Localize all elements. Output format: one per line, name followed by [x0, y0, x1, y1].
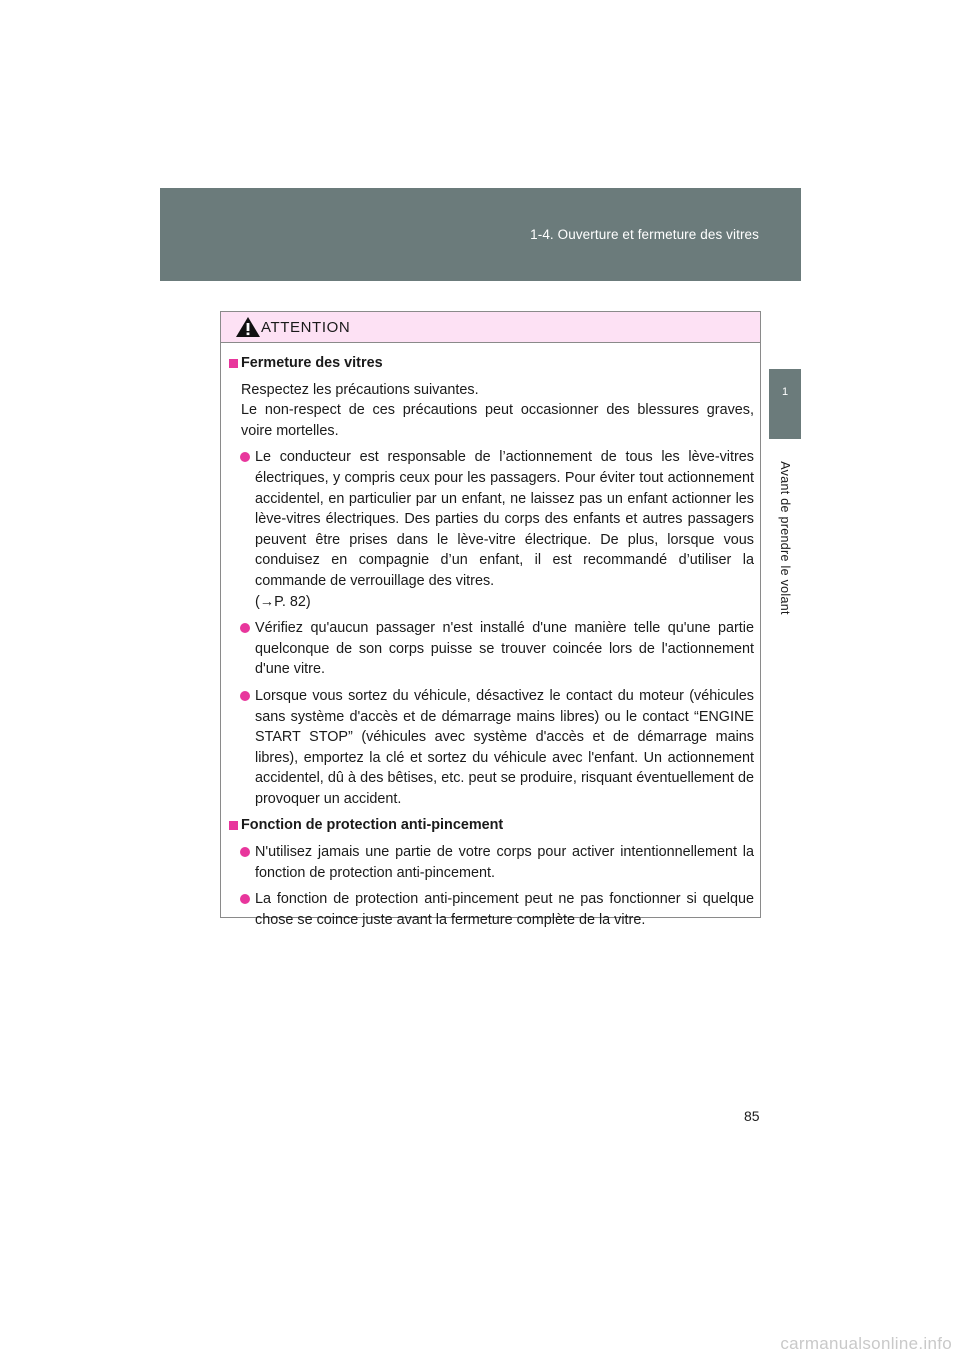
circle-bullet-icon: [240, 847, 250, 857]
chapter-label: Avant de prendre le volant: [778, 461, 792, 615]
list-item: [229, 889, 754, 930]
warning-box: [220, 311, 761, 928]
section-intro: [229, 380, 754, 442]
warning-title: ATTENTION: [261, 319, 351, 336]
list-item: [229, 686, 754, 810]
circle-bullet-icon: [240, 894, 250, 904]
chapter-tab: [769, 369, 801, 439]
section-heading-text: Fonction de protection anti-pincement: [241, 817, 504, 834]
list-item: [229, 842, 754, 883]
list-item-text: N'utilisez jamais une partie de votre corps pour activer intentionnellement la fonction de protection anti-pincement.: [255, 844, 754, 881]
page-number: 85: [744, 1108, 760, 1124]
circle-bullet-icon: [240, 623, 250, 633]
intro-line: Respectez les précautions suivantes.: [241, 381, 479, 398]
section-heading: [229, 815, 754, 836]
list-item: [229, 447, 754, 612]
circle-bullet-icon: [240, 691, 250, 701]
watermark-logo: carmanualsonline.info: [780, 1334, 952, 1353]
list-item-text: Lorsque vous sortez du véhicule, désactivez le contact du moteur (véhicules sans système d'accès et de démarrage mains libres) ou le contact “ENGINE START STOP” (véhicules avec système d'accès et de démarrage mains libres), emportez la clé et sortez du véhicule avec l'enfant. Un actionnement accidentel, dû à des bêtises, etc. peut se produire, risquant éventuellement de provoquer un accident.: [255, 687, 754, 807]
square-bullet-icon: [229, 359, 238, 368]
section-title: 1-4. Ouverture et fermeture des vitres: [530, 227, 759, 242]
warning-triangle-icon: [235, 316, 261, 338]
intro-line: Le non-respect de ces précautions peut occasionner des blessures graves, voire mortelles.: [241, 402, 754, 439]
list-item-text: La fonction de protection anti-pincement peut ne pas fonctionner si quelque chose se coince juste avant la fermeture complète de la vitre.: [255, 891, 754, 928]
list-item-text: Vérifiez qu'aucun passager n'est installé d'une manière telle qu'une partie quelconque de son corps puisse se trouver coincée lors de l'actionnement d'une vitre.: [255, 620, 754, 678]
section-window-closing: [229, 353, 754, 809]
section-heading: [229, 353, 754, 374]
chapter-number: 1: [781, 386, 789, 398]
list-item-text: Le conducteur est responsable de l’actionnement de tous les lève-vitres électriques, y compris ceux pour les passagers. Pour éviter tout actionnement accidentel, en particulier par un enfant, ne laissez pas un enfant actionner les lève-vitres électriques. Des parties du corps des enfants et autres passagers peuvent être prises dans le lève-vitre électrique. De plus, lorsque vous conduisez en compagnie d’un enfant, il est recommandé d’utiliser la commande de verrouillage des vitres.: [255, 449, 754, 589]
warning-body: [221, 343, 760, 930]
list-item: [229, 618, 754, 680]
section-header-bar: [160, 188, 801, 281]
circle-bullet-icon: [240, 452, 250, 462]
section-heading-text: Fermeture des vitres: [241, 355, 383, 371]
warning-header: [221, 312, 760, 343]
page-reference: (→P. 82): [255, 593, 311, 610]
square-bullet-icon: [229, 821, 238, 830]
section-anti-pinch: [229, 815, 754, 930]
